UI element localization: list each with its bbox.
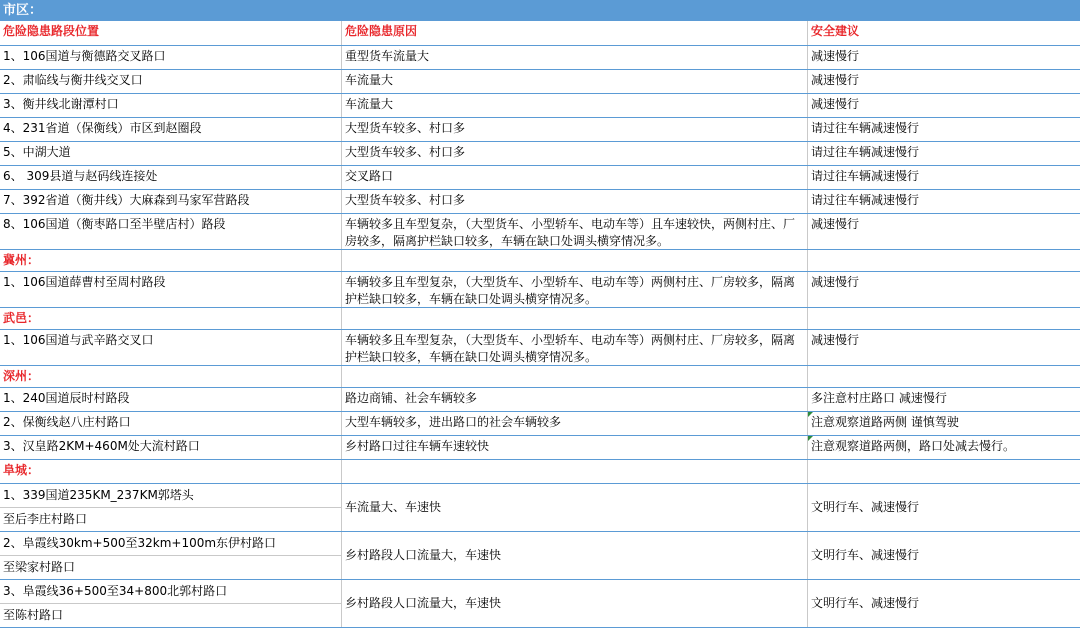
table-row: [0, 190, 1080, 214]
advice-cell[interactable]: 请过往车辆减速慢行: [807, 142, 1080, 165]
table-row: [0, 484, 1080, 532]
table-row: [0, 272, 1080, 308]
empty-cell[interactable]: [807, 250, 1080, 271]
section-row: [0, 250, 1080, 272]
table-row: [0, 94, 1080, 118]
location-line-1: 3、阜霞线36+500至34+800北郭村路口: [0, 580, 341, 604]
location-line-2: 至后李庄村路口: [3, 512, 88, 526]
sheet-title: 市区：: [0, 0, 1080, 21]
location-cell[interactable]: [0, 484, 341, 531]
reason-cell[interactable]: 大型货车较多、村口多: [341, 190, 807, 213]
reason-cell[interactable]: 乡村路口过往车辆车速较快: [341, 436, 807, 459]
empty-cell[interactable]: [807, 308, 1080, 329]
advice-cell[interactable]: 文明行车、减速慢行: [807, 580, 1080, 627]
table-row: [0, 580, 1080, 628]
empty-cell[interactable]: [341, 460, 807, 483]
location-line-2: 至梁家村路口: [3, 560, 76, 574]
advice-cell[interactable]: 请过往车辆减速慢行: [807, 166, 1080, 189]
section-label[interactable]: 阜城：: [3, 463, 40, 477]
table-row: [0, 166, 1080, 190]
location-cell[interactable]: 1、240国道辰时村路段: [3, 391, 130, 405]
comment-marker-icon: [808, 412, 813, 417]
location-cell[interactable]: 4、231省道（保衡线）市区到赵圈段: [3, 121, 202, 135]
reason-cell[interactable]: 大型车辆较多，进出路口的社会车辆较多: [341, 412, 807, 435]
location-cell[interactable]: 1、106国道与衡德路交叉路口: [3, 49, 166, 63]
empty-cell[interactable]: [341, 366, 807, 387]
table-row: [0, 46, 1080, 70]
location-line-2: 至陈村路口: [3, 608, 64, 622]
reason-cell[interactable]: 车流量大、车速快: [341, 484, 807, 531]
advice-cell[interactable]: 请过往车辆减速慢行: [807, 118, 1080, 141]
advice-cell[interactable]: 减速慢行: [807, 46, 1080, 69]
reason-cell[interactable]: 车流量大: [341, 94, 807, 117]
reason-cell[interactable]: 路边商铺、社会车辆较多: [341, 388, 807, 411]
advice-cell[interactable]: 文明行车、减速慢行: [807, 532, 1080, 579]
section-label[interactable]: 深州：: [3, 369, 40, 383]
table-row: [0, 70, 1080, 94]
location-cell[interactable]: [0, 532, 341, 579]
advice-cell[interactable]: 减速慢行: [807, 214, 1080, 249]
section-row: [0, 460, 1080, 484]
location-cell[interactable]: 3、汉皇路2KM+460M处大流村路口: [3, 439, 200, 453]
reason-cell[interactable]: 重型货车流量大: [341, 46, 807, 69]
header-advice[interactable]: 安全建议: [807, 21, 1080, 45]
reason-cell[interactable]: 大型货车较多、村口多: [341, 142, 807, 165]
table-row: [0, 388, 1080, 412]
table-row: [0, 214, 1080, 250]
table-row: [0, 118, 1080, 142]
advice-cell[interactable]: 文明行车、减速慢行: [807, 484, 1080, 531]
advice-cell[interactable]: 减速慢行: [807, 272, 1080, 307]
advice-cell[interactable]: 减速慢行: [807, 94, 1080, 117]
section-label[interactable]: 冀州：: [3, 253, 40, 267]
location-cell[interactable]: 1、106国道薛曹村至周村路段: [3, 275, 166, 289]
location-cell[interactable]: 8、106国道（衡枣路口至半壁店村）路段: [3, 217, 226, 231]
header-reason[interactable]: 危险隐患原因: [341, 21, 807, 45]
reason-cell[interactable]: 车辆较多且车型复杂，（大型货车、小型轿车、电动车等）两侧村庄、厂房较多，隔离护栏缺口较多，车辆在缺口处调头横穿情况多。: [341, 330, 807, 365]
table-row: [0, 330, 1080, 366]
empty-cell[interactable]: [807, 460, 1080, 483]
reason-cell[interactable]: 车辆较多且车型复杂，（大型货车、小型轿车、电动车等）且车速较快，两侧村庄、厂房较多，隔离护栏缺口较多，车辆在缺口处调头横穿情况多。: [341, 214, 807, 249]
table-row: [0, 532, 1080, 580]
empty-cell[interactable]: [341, 250, 807, 271]
advice-cell[interactable]: 注意观察道路两侧，路口处减去慢行。: [807, 436, 1080, 459]
reason-cell[interactable]: 车流量大: [341, 70, 807, 93]
location-cell[interactable]: 2、保衡线赵八庄村路口: [3, 415, 131, 429]
advice-cell[interactable]: 多注意村庄路口 减速慢行: [807, 388, 1080, 411]
table-row: [0, 142, 1080, 166]
table-row: [0, 436, 1080, 460]
location-cell[interactable]: 3、衡井线北谢潭村口: [3, 97, 119, 111]
reason-cell[interactable]: 交叉路口: [341, 166, 807, 189]
header-row: [0, 21, 1080, 46]
header-location[interactable]: 危险隐患路段位置: [3, 24, 100, 38]
table-row: [0, 412, 1080, 436]
reason-cell[interactable]: 乡村路段人口流量大，车速快: [341, 580, 807, 627]
reason-cell[interactable]: 大型货车较多、村口多: [341, 118, 807, 141]
section-row: [0, 308, 1080, 330]
comment-marker-icon: [808, 436, 813, 441]
reason-cell[interactable]: 车辆较多且车型复杂，（大型货车、小型轿车、电动车等）两侧村庄、厂房较多，隔离护栏缺口较多，车辆在缺口处调头横穿情况多。: [341, 272, 807, 307]
location-cell[interactable]: 7、392省道（衡井线）大麻森到马家军营路段: [3, 193, 250, 207]
reason-cell[interactable]: 乡村路段人口流量大，车速快: [341, 532, 807, 579]
advice-cell[interactable]: 请过往车辆减速慢行: [807, 190, 1080, 213]
location-cell[interactable]: 5、中湖大道: [3, 145, 71, 159]
advice-cell[interactable]: 减速慢行: [807, 330, 1080, 365]
advice-cell[interactable]: 注意观察道路两侧 谨慎驾驶: [807, 412, 1080, 435]
section-row: [0, 366, 1080, 388]
location-line-1: 1、339国道235KM_237KM郭塔头: [0, 484, 341, 508]
location-cell[interactable]: 6、 309县道与赵码线连接处: [3, 169, 158, 183]
section-label[interactable]: 武邑：: [3, 311, 40, 325]
location-cell[interactable]: 2、肃临线与衡井线交叉口: [3, 73, 143, 87]
location-cell[interactable]: [0, 580, 341, 627]
empty-cell[interactable]: [341, 308, 807, 329]
empty-cell[interactable]: [807, 366, 1080, 387]
location-line-1: 2、阜霞线30km+500至32km+100m东伊村路口: [0, 532, 341, 556]
location-cell[interactable]: 1、106国道与武辛路交叉口: [3, 333, 154, 347]
advice-cell[interactable]: 减速慢行: [807, 70, 1080, 93]
